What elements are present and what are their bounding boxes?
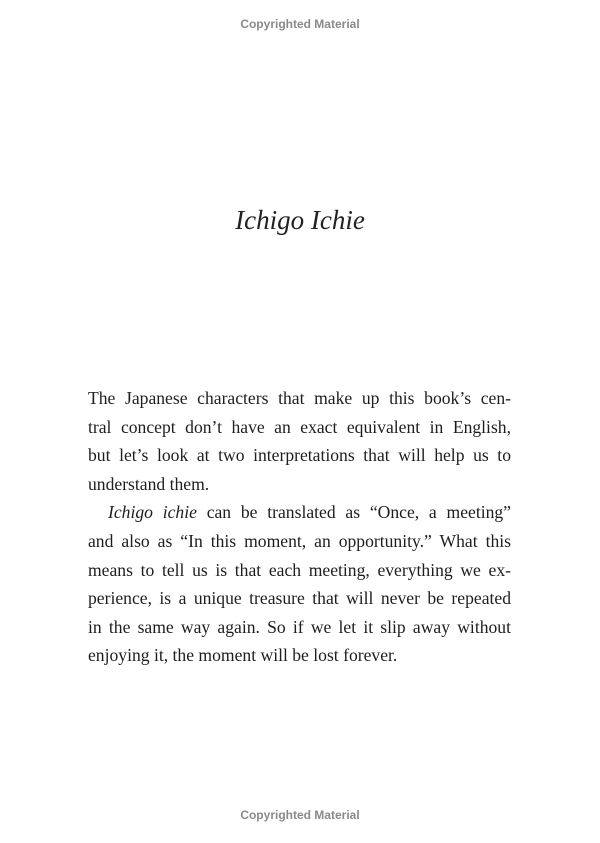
text-line: in the same way again. So if we let it slip away without — [88, 616, 511, 637]
copyright-watermark-bottom: Copyrighted Material — [240, 808, 360, 822]
text-line: and also as “In this moment, an opportunity.” What this — [88, 530, 511, 551]
text-line: The Japanese characters that make up this book’s cen- — [88, 388, 511, 408]
paragraph-2 — [88, 498, 511, 670]
chapter-title: Ichigo Ichie — [235, 205, 365, 235]
text-span: can be translated as “Once, a meeting” — [196, 502, 511, 523]
text-line: enjoying it, the moment will be lost forever. — [88, 645, 398, 666]
copyright-watermark-top: Copyrighted Material — [240, 17, 360, 31]
body-text — [88, 384, 511, 670]
text-line — [88, 498, 511, 527]
text-line: means to tell us is that each meeting, everything we ex- — [88, 559, 511, 580]
text-line: but let’s look at two interpretations that will help us to — [88, 445, 511, 466]
text-line: perience, is a unique treasure that will never be repeated — [88, 588, 511, 609]
text-line: tral concept don’t have an exact equivalent in English, — [88, 416, 511, 437]
text-line: understand them. — [88, 473, 210, 494]
italic-term: Ichigo ichie — [108, 502, 197, 523]
paragraph-1 — [88, 384, 511, 498]
